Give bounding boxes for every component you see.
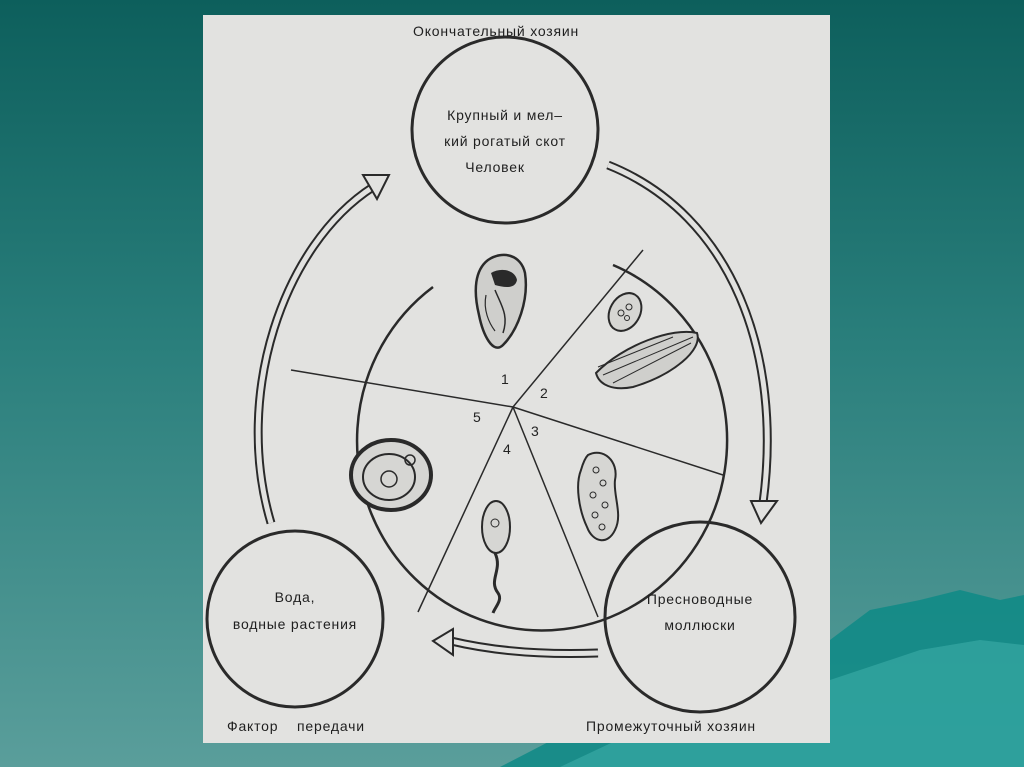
- arrow-head: [433, 629, 453, 655]
- redia-illustration: [578, 453, 618, 540]
- final-host-circle-text-3: Человек: [465, 159, 525, 175]
- final-host-circle-text-1: Крупный и мел–: [447, 107, 563, 123]
- intermediate-host-label: Промежуточный хозяин: [586, 718, 756, 734]
- final-host-circle-text-2: кий рогатый скот: [444, 133, 566, 149]
- stage-number-1: 1: [501, 371, 509, 387]
- adult-fluke-illustration: [476, 255, 526, 348]
- stage-number-2: 2: [540, 385, 548, 401]
- cercaria-illustration: [482, 501, 510, 613]
- diagram-sheet: [203, 15, 830, 743]
- divider-line: [291, 370, 513, 407]
- miracidium-illustration: [596, 332, 698, 388]
- adolescaria-illustration: [351, 440, 431, 510]
- intermediate-circle-text-1: Пресноводные: [646, 591, 754, 607]
- stage-number-5: 5: [473, 409, 481, 425]
- final-host-label: Окончательный хозяин: [413, 23, 580, 39]
- transmission-circle-text-1: Вода,: [274, 589, 316, 605]
- egg-illustration: [602, 287, 648, 337]
- intermediate-circle-text-2: моллюски: [664, 617, 736, 633]
- life-cycle-diagram: [203, 15, 830, 743]
- final-host-circle: [412, 37, 598, 223]
- divider-line: [513, 407, 723, 475]
- transmission-factor-label: Фактор передачи: [227, 718, 365, 734]
- stage-number-4: 4: [503, 441, 511, 457]
- transmission-circle-text-2: водные растения: [232, 616, 358, 632]
- arrow-head: [751, 501, 777, 523]
- stage-number-3: 3: [531, 423, 539, 439]
